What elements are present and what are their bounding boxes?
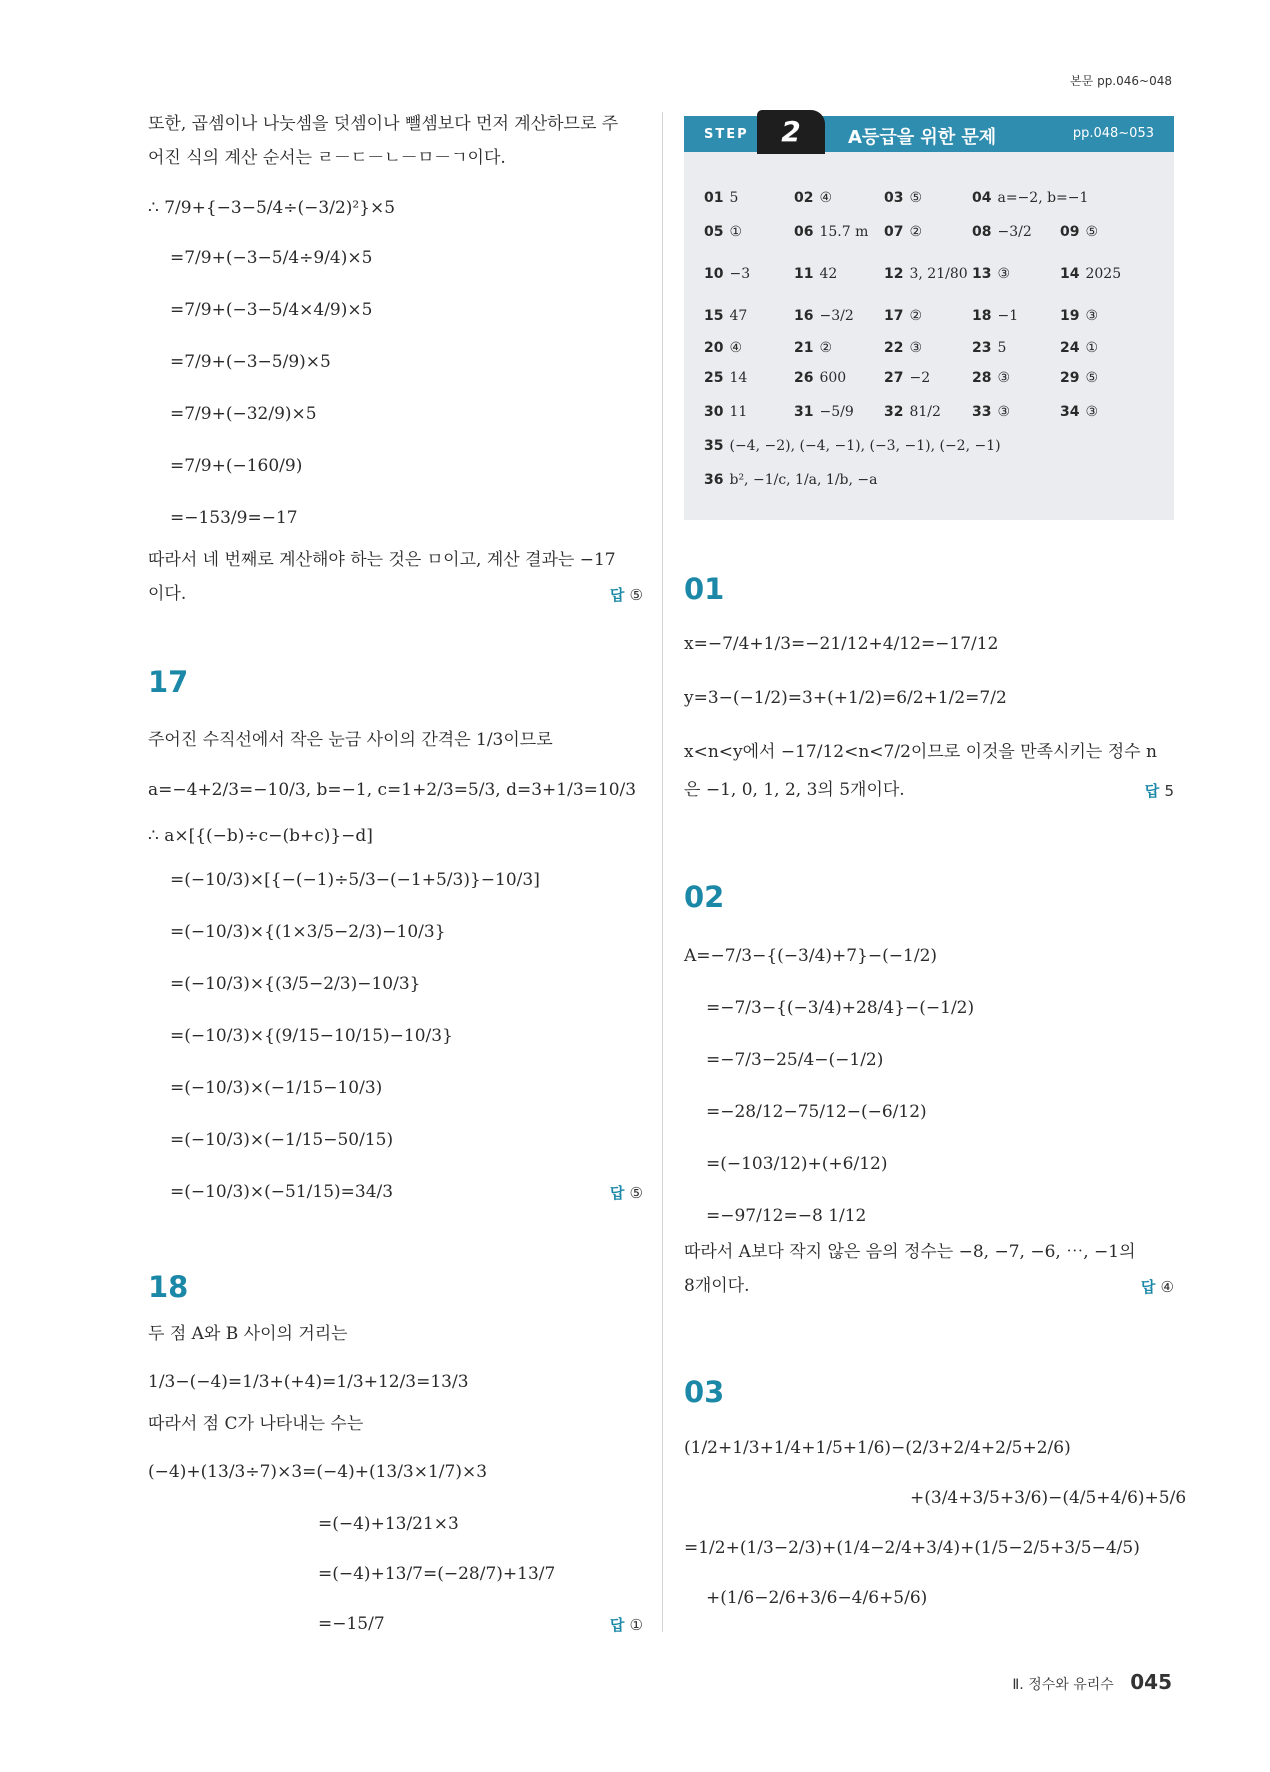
answer-18 xyxy=(610,1614,643,1635)
answer-16 xyxy=(610,584,643,605)
answer-value: 5 xyxy=(1164,782,1174,800)
answer-key-item xyxy=(972,370,1010,386)
answer-key-number: 08 xyxy=(972,224,992,240)
problem-number: 02 xyxy=(684,880,725,914)
answer-key-item xyxy=(1060,404,1098,420)
answer-key-item xyxy=(704,308,747,324)
solution-line: =(−4)+13/7=(−28/7)+13/7 xyxy=(318,1564,556,1584)
answer-key-value: ⑤ xyxy=(1085,370,1099,386)
problem-number: 17 xyxy=(148,665,189,699)
answer-key-number: 01 xyxy=(704,190,724,206)
calc-line: =7/9+(−3−5/4÷9/4)×5 xyxy=(170,248,373,268)
answer-key-value: ③ xyxy=(1085,308,1099,324)
answer-key-item xyxy=(704,224,742,240)
solution-line: =1/2+(1/3−2/3)+(1/4−2/4+3/4)+(1/5−2/5+3/5−4/5) xyxy=(684,1538,1140,1558)
answer-02 xyxy=(1141,1276,1174,1297)
answer-value: ⑤ xyxy=(629,586,643,604)
answer-key-number: 29 xyxy=(1060,370,1080,386)
solution-line: =(−10/3)×(−1/15−10/3) xyxy=(170,1078,383,1098)
answer-key-item xyxy=(1060,224,1098,240)
answer-key-number: 26 xyxy=(794,370,814,386)
answer-key-value: ③ xyxy=(997,266,1011,282)
answer-key-value: 11 xyxy=(729,404,748,420)
answer-key-value: 3, 21/80 xyxy=(909,266,968,282)
answer-key-number: 25 xyxy=(704,370,724,386)
solution-line: 따라서 A보다 작지 않은 음의 정수는 −8, −7, −6, ⋯, −1의 xyxy=(684,1242,1136,1262)
answer-key-number: 09 xyxy=(1060,224,1080,240)
answer-value: ④ xyxy=(1160,1278,1174,1296)
answer-key-item xyxy=(794,340,832,356)
answer-key-number: 35 xyxy=(704,438,724,454)
answer-key-number: 27 xyxy=(884,370,904,386)
answer-key-number: 21 xyxy=(794,340,814,356)
problem-number: 01 xyxy=(684,572,725,606)
answer-key-value: ③ xyxy=(1085,404,1099,420)
solution-line: x=−7/4+1/3=−21/12+4/12=−17/12 xyxy=(684,634,999,654)
answer-key-value: b², −1/c, 1/a, 1/b, −a xyxy=(729,472,878,488)
answer-key-number: 33 xyxy=(972,404,992,420)
intro-line: 어진 식의 계산 순서는 ㄹ－ㄷ－ㄴ－ㅁ－ㄱ이다. xyxy=(148,148,506,168)
answer-key-number: 02 xyxy=(794,190,814,206)
answer-key-number: 10 xyxy=(704,266,724,282)
answer-key-item xyxy=(884,370,930,386)
solution-line: =−7/3−{(−3/4)+28/4}−(−1/2) xyxy=(706,998,975,1018)
answer-key-number: 12 xyxy=(884,266,904,282)
answer-key-item xyxy=(704,266,750,282)
answer-key-number: 18 xyxy=(972,308,992,324)
intro-line: 또한, 곱셈이나 나눗셈을 덧셈이나 뺄셈보다 먼저 계산하므로 주 xyxy=(148,114,619,134)
answer-key-value: ③ xyxy=(997,404,1011,420)
answer-value: ⑤ xyxy=(629,1184,643,1202)
answer-key-item xyxy=(1060,340,1098,356)
answer-key-number: 04 xyxy=(972,190,992,206)
answer-key-number: 22 xyxy=(884,340,904,356)
solution-line: +(1/6−2/6+3/6−4/6+5/6) xyxy=(706,1588,928,1608)
chapter-title: Ⅱ. 정수와 유리수 xyxy=(1012,1677,1114,1693)
answer-key-item xyxy=(972,340,1006,356)
solution-line: =(−10/3)×{(3/5−2/3)−10/3} xyxy=(170,974,421,994)
answer-key-item xyxy=(884,340,922,356)
answer-key-value: 5 xyxy=(997,340,1007,356)
answer-label: 답 xyxy=(1140,1278,1156,1296)
solution-line: 주어진 수직선에서 작은 눈금 사이의 간격은 1/3이므로 xyxy=(148,730,553,750)
answer-key-value: ⑤ xyxy=(1085,224,1099,240)
answer-key-value: 5 xyxy=(729,190,739,206)
answer-key-number: 06 xyxy=(794,224,814,240)
answer-key-item xyxy=(972,266,1010,282)
answer-label: 답 xyxy=(609,1616,625,1634)
solution-line: y=3−(−1/2)=3+(+1/2)=6/2+1/2=7/2 xyxy=(684,688,1007,708)
answer-01 xyxy=(1145,780,1174,801)
solution-line: +(3/4+3/5+3/6)−(4/5+4/6)+5/6 xyxy=(910,1488,1187,1508)
solution-line: x<n<y에서 −17/12<n<7/2이므로 이것을 만족시키는 정수 n xyxy=(684,742,1157,762)
solution-line: =(−10/3)×(−51/15)=34/3 xyxy=(170,1182,394,1202)
solution-line: =(−10/3)×(−1/15−50/15) xyxy=(170,1130,394,1150)
solution-line: 8개이다. xyxy=(684,1276,750,1296)
solution-line: 따라서 점 C가 나타내는 수는 xyxy=(148,1414,364,1434)
solution-line: =(−10/3)×{(9/15−10/15)−10/3} xyxy=(170,1026,453,1046)
answer-key-number: 32 xyxy=(884,404,904,420)
answer-key-value: ⑤ xyxy=(909,190,923,206)
solution-line: =(−10/3)×[{−(−1)÷5/3−(−1+5/3)}−10/3] xyxy=(170,870,540,890)
solution-line: a=−4+2/3=−10/3, b=−1, c=1+2/3=5/3, d=3+1/3=10/3 xyxy=(148,780,637,800)
page-footer xyxy=(1012,1670,1172,1694)
answer-key-value: 2025 xyxy=(1085,266,1122,282)
answer-label: 답 xyxy=(609,586,625,604)
calc-line: =7/9+(−32/9)×5 xyxy=(170,404,317,424)
answer-key-value: 81/2 xyxy=(909,404,941,420)
answer-key-item xyxy=(972,190,1088,206)
answer-key-number: 05 xyxy=(704,224,724,240)
step-label: STEP xyxy=(704,127,749,142)
calc-line: =−153/9=−17 xyxy=(170,508,298,528)
answer-key-item xyxy=(1060,266,1121,282)
solution-line: =−15/7 xyxy=(318,1614,385,1634)
answer-key-number: 03 xyxy=(884,190,904,206)
answer-key-value: 47 xyxy=(729,308,748,324)
solution-line: (1/2+1/3+1/4+1/5+1/6)−(2/3+2/4+2/5+2/6) xyxy=(684,1438,1071,1458)
answer-key-number: 13 xyxy=(972,266,992,282)
page-range-header: 본문 pp.046~048 xyxy=(1070,74,1172,88)
calc-line: =7/9+(−160/9) xyxy=(170,456,303,476)
answer-key-item xyxy=(704,404,747,420)
solution-line: =−7/3−25/4−(−1/2) xyxy=(706,1050,884,1070)
solution-line: 1/3−(−4)=1/3+(+4)=1/3+12/3=13/3 xyxy=(148,1372,469,1392)
answer-value: ① xyxy=(629,1616,643,1634)
answer-key-number: 30 xyxy=(704,404,724,420)
answer-key-value: ③ xyxy=(909,340,923,356)
answer-key-value: (−4, −2), (−4, −1), (−3, −1), (−2, −1) xyxy=(729,438,1001,454)
answer-key-value: −3/2 xyxy=(819,308,854,324)
answer-label: 답 xyxy=(1144,782,1160,800)
answer-key-item xyxy=(972,404,1010,420)
answer-key-value: 14 xyxy=(729,370,748,386)
answer-key-number: 36 xyxy=(704,472,724,488)
answer-key-value: ② xyxy=(819,340,833,356)
answer-key-item xyxy=(704,472,878,488)
answer-key-item xyxy=(972,224,1032,240)
answer-17 xyxy=(610,1182,643,1203)
answer-key-item xyxy=(972,308,1018,324)
answer-key-value: ② xyxy=(909,308,923,324)
answer-key-number: 16 xyxy=(794,308,814,324)
answer-key-value: ④ xyxy=(729,340,743,356)
answer-key-number: 31 xyxy=(794,404,814,420)
answer-key-value: ① xyxy=(729,224,743,240)
answer-key-item xyxy=(884,308,922,324)
answer-key-item xyxy=(1060,370,1098,386)
answer-key-value: 600 xyxy=(819,370,847,386)
answer-key-value: 15.7 m xyxy=(819,224,869,240)
step-pages: pp.048~053 xyxy=(1072,126,1154,141)
page-number: 045 xyxy=(1130,1670,1172,1694)
step-title: A등급을 위한 문제 xyxy=(848,127,997,148)
answer-key-value: −1 xyxy=(997,308,1019,324)
answer-key-value: a=−2, b=−1 xyxy=(997,190,1089,206)
answer-key-item xyxy=(884,404,941,420)
answer-key-item xyxy=(884,266,968,282)
problem-number: 18 xyxy=(148,1270,189,1304)
answer-key-item xyxy=(704,438,1001,454)
solution-line: =−28/12−75/12−(−6/12) xyxy=(706,1102,927,1122)
calc-line: =7/9+(−3−5/9)×5 xyxy=(170,352,331,372)
answer-key-number: 07 xyxy=(884,224,904,240)
answer-key-number: 11 xyxy=(794,266,814,282)
answer-key-number: 15 xyxy=(704,308,724,324)
answer-key-item xyxy=(794,370,846,386)
answer-key-value: ④ xyxy=(819,190,833,206)
column-divider xyxy=(662,112,663,1632)
answer-key-item xyxy=(794,190,832,206)
answer-key-value: ③ xyxy=(997,370,1011,386)
answer-key-item xyxy=(794,308,854,324)
conclusion-line: 따라서 네 번째로 계산해야 하는 것은 ㅁ이고, 계산 결과는 −17 xyxy=(148,550,616,570)
answer-key-number: 20 xyxy=(704,340,724,356)
answer-key-value: −5/9 xyxy=(819,404,854,420)
calc-line: ∴ 7/9+{−3−5/4÷(−3/2)²}×5 xyxy=(148,198,396,218)
answer-key-number: 19 xyxy=(1060,308,1080,324)
answer-key-item xyxy=(794,224,868,240)
answer-key-item xyxy=(1060,308,1098,324)
answer-key-number: 14 xyxy=(1060,266,1080,282)
answer-key-item xyxy=(704,370,747,386)
answer-key-number: 24 xyxy=(1060,340,1080,356)
answer-key-value: ① xyxy=(1085,340,1099,356)
solution-line: =−97/12=−8 1/12 xyxy=(706,1206,867,1226)
solution-line: 두 점 A와 B 사이의 거리는 xyxy=(148,1324,348,1344)
answer-key-item xyxy=(704,190,738,206)
solution-line: A=−7/3−{(−3/4)+7}−(−1/2) xyxy=(684,946,938,966)
answer-key-value: −3/2 xyxy=(997,224,1032,240)
answer-key-value: −2 xyxy=(909,370,931,386)
calc-line: =7/9+(−3−5/4×4/9)×5 xyxy=(170,300,373,320)
answer-key-item xyxy=(704,340,742,356)
answer-key-value: −3 xyxy=(729,266,751,282)
solution-line: 은 −1, 0, 1, 2, 3의 5개이다. xyxy=(684,780,905,800)
answer-key-box xyxy=(684,116,1174,520)
solution-line: =(−4)+13/21×3 xyxy=(318,1514,459,1534)
answer-key-item xyxy=(794,404,854,420)
solution-line: =(−10/3)×{(1×3/5−2/3)−10/3} xyxy=(170,922,446,942)
answer-key-item xyxy=(884,190,922,206)
conclusion-line: 이다. xyxy=(148,584,187,604)
step-header xyxy=(684,116,1174,152)
answer-key-item xyxy=(884,224,922,240)
solution-line: (−4)+(13/3÷7)×3=(−4)+(13/3×1/7)×3 xyxy=(148,1462,488,1482)
answer-key-number: 23 xyxy=(972,340,992,356)
step-number: 2 xyxy=(757,110,825,154)
answer-key-number: 34 xyxy=(1060,404,1080,420)
solution-line: ∴ a×[{(−b)÷c−(b+c)}−d] xyxy=(148,826,373,846)
problem-number: 03 xyxy=(684,1375,725,1409)
answer-key-number: 17 xyxy=(884,308,904,324)
answer-key-value: 42 xyxy=(819,266,838,282)
answer-label: 답 xyxy=(609,1184,625,1202)
answer-key-item xyxy=(794,266,837,282)
solution-line: =(−103/12)+(+6/12) xyxy=(706,1154,888,1174)
answer-key-number: 28 xyxy=(972,370,992,386)
answer-key-value: ② xyxy=(909,224,923,240)
